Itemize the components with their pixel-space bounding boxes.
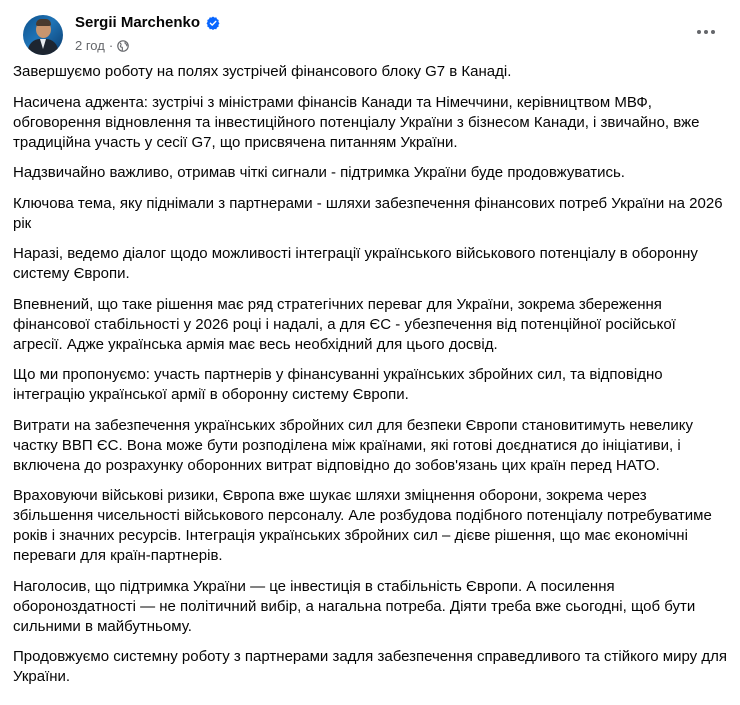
post-paragraph: Наголосив, що підтримка України — це інвестиція в стабільність Європи. А посилення обороноздатності — не політичний вибір, а нагальна потреба. Діяти треба вже сьогодні, щоб бути сильними в майбутньому.	[13, 577, 696, 635]
meta-separator: ·	[108, 38, 114, 53]
post-paragraph: Завершуємо роботу на полях зустрічей фінансового блоку G7 в Канаді.	[13, 63, 512, 80]
post-paragraph: Враховуючи військові ризики, Європа вже шукає шляхи зміцнення оборони, зокрема через збільшення чисельності військового персоналу. Але розбудова подібного потенціалу потребуватиме років і значних ресурсів. Інтеграція українських збройних сил – дієве рішення, що має економічні переваги для країн-партнерів.	[13, 487, 712, 564]
post-paragraph: Продовжуємо системну роботу з партнерами задля забезпечення справедливого та стійкого миру для України.	[13, 648, 727, 685]
post-paragraph: Що ми пропонуємо: участь партнерів у фінансуванні українських збройних сил, та відповідно інтеграцію української армії в оборонну систему Європи.	[13, 366, 663, 403]
verified-badge-icon	[206, 16, 220, 30]
author-avatar[interactable]	[23, 15, 63, 55]
more-options-icon[interactable]	[688, 14, 724, 50]
post-meta	[75, 38, 129, 53]
post-body	[13, 62, 728, 687]
post-paragraph: Впевнений, що таке рішення має ряд стратегічних переваг для України, зокрема збереження фінансової стабільності у 2026 році і надалі, а для ЄС - убезпечення від потенційної російської агресії. Адже українська армія має весь необхідний для цього досвід.	[13, 295, 676, 353]
author-name[interactable]: Sergii Marchenko	[75, 14, 201, 31]
post-paragraph: Насичена аджента: зустрічі з міністрами фінансів Канади та Німеччини, керівництвом МВФ, обговорення відновлення та інвестиційного потенціалу України з бізнесом Канади, і звичайно, вже традиційна участь у сесії G7, що присвячена питанням України.	[13, 93, 700, 151]
post-paragraph: Надзвичайно важливо, отримав чіткі сигнали - підтримка України буде продовжуватись.	[13, 164, 625, 181]
post-header	[13, 0, 728, 62]
post-timestamp[interactable]: 2 год	[75, 38, 105, 53]
post-paragraph: Наразі, ведемо діалог щодо можливості інтеграції українського військового потенціалу в оборонну систему Європи.	[13, 245, 698, 282]
globe-icon[interactable]	[117, 40, 129, 52]
post-paragraph: Ключова тема, яку піднімали з партнерами - шляхи забезпечення фінансових потреб України на 2026 рік	[13, 194, 723, 232]
post-paragraph: Витрати на забезпечення українських збройних сил для безпеки Європи становитимуть невелику частку ВВП ЄС. Вона може бути розподілена між країнами, які готові доєднатися до ініціативи, і включена до розрахунку оборонних витрат відповідно до зобов'язань цих країн перед НАТО.	[13, 416, 693, 474]
avatar-hair	[36, 19, 51, 26]
